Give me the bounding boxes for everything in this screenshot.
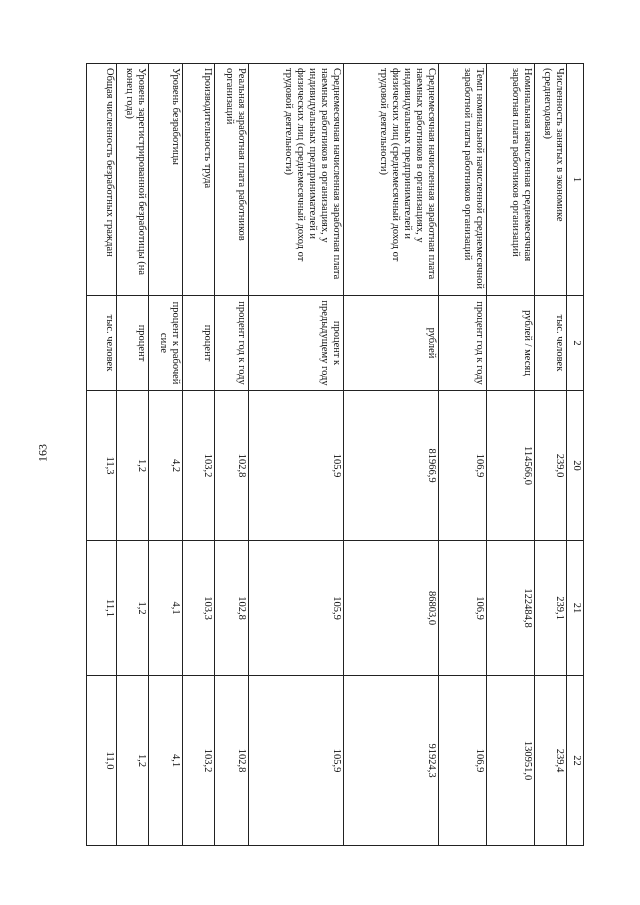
- value-cell: 105,9: [249, 541, 344, 676]
- unit-cell: процент: [117, 296, 149, 391]
- unit-cell: процент к рабочей силе: [149, 296, 183, 391]
- value-cell: 114566,0: [487, 391, 535, 541]
- indicator-cell: Производительность труда: [183, 64, 215, 296]
- indicator-cell: Уровень зарегистрированной безработицы (на конец года): [117, 64, 149, 296]
- value-cell: 130951,0: [487, 676, 535, 846]
- indicator-cell: Среднемесячная начисленная заработная плата наемных работников в организациях, у индивидуальных предпринимателей и физических лиц (среднемесячный доход от трудовой деятельности): [249, 64, 344, 296]
- value-cell: 103,2: [183, 676, 215, 846]
- table-row: [344, 64, 439, 846]
- value-cell: 102,8: [215, 676, 249, 846]
- value-cell: 106,9: [439, 541, 487, 676]
- indicator-cell: Темп номинальной начисленной среднемесячной заработной платы работников организаций: [439, 64, 487, 296]
- unit-cell: процент к предыдущему году: [249, 296, 344, 391]
- header-cell: 2: [567, 296, 584, 391]
- table-row: [117, 64, 149, 846]
- value-cell: 105,9: [249, 676, 344, 846]
- unit-cell: рублей: [344, 296, 439, 391]
- page-number: 163: [35, 444, 50, 462]
- header-cell: 1: [567, 64, 584, 296]
- value-cell: 239,4: [535, 676, 567, 846]
- value-cell: 105,9: [249, 391, 344, 541]
- indicator-cell: Уровень безработицы: [149, 64, 183, 296]
- header-cell: 20: [567, 391, 584, 541]
- data-table: [86, 63, 584, 846]
- table-row: [87, 64, 117, 846]
- value-cell: 1,2: [117, 541, 149, 676]
- indicator-cell: Общая численность безработных граждан: [87, 64, 117, 296]
- table-row: [215, 64, 249, 846]
- value-cell: 11,1: [87, 541, 117, 676]
- value-cell: 103,2: [183, 391, 215, 541]
- unit-cell: рублей / месяц: [487, 296, 535, 391]
- value-cell: 86803,0: [344, 541, 439, 676]
- value-cell: 122484,8: [487, 541, 535, 676]
- table-row: [249, 64, 344, 846]
- value-cell: 102,8: [215, 391, 249, 541]
- value-cell: 4,1: [149, 541, 183, 676]
- value-cell: 4,1: [149, 676, 183, 846]
- indicator-cell: Среднемесячная начисленная заработная плата наемных работников в организациях, у индивидуальных предпринимателей и физических лиц (среднемесячный доход от трудовой деятельности): [344, 64, 439, 296]
- value-cell: 11,3: [87, 391, 117, 541]
- unit-cell: тыс. человек: [535, 296, 567, 391]
- indicator-cell: Номинальная начисленная среднемесячная заработная плата работников организаций: [487, 64, 535, 296]
- value-cell: 239,0: [535, 391, 567, 541]
- table-row: [183, 64, 215, 846]
- header-cell: 22: [567, 676, 584, 846]
- value-cell: 11,0: [87, 676, 117, 846]
- value-cell: 4,2: [149, 391, 183, 541]
- rotated-table-container: [106, 63, 584, 845]
- unit-cell: процент год к году: [215, 296, 249, 391]
- value-cell: 1,2: [117, 391, 149, 541]
- indicator-cell: Численность занятых в экономике (среднегодовая): [535, 64, 567, 296]
- value-cell: 81966,9: [344, 391, 439, 541]
- table-row: [535, 64, 567, 846]
- value-cell: 106,9: [439, 391, 487, 541]
- unit-cell: процент: [183, 296, 215, 391]
- indicator-cell: Реальная заработная плата работников организаций: [215, 64, 249, 296]
- value-cell: 106,9: [439, 676, 487, 846]
- table-row: [149, 64, 183, 846]
- table-row: [487, 64, 535, 846]
- value-cell: 239,1: [535, 541, 567, 676]
- value-cell: 91924,3: [344, 676, 439, 846]
- value-cell: 103,3: [183, 541, 215, 676]
- header-cell: 21: [567, 541, 584, 676]
- value-cell: 1,2: [117, 676, 149, 846]
- unit-cell: процент год к году: [439, 296, 487, 391]
- header-row: [567, 64, 584, 846]
- value-cell: 102,8: [215, 541, 249, 676]
- table-row: [439, 64, 487, 846]
- unit-cell: тыс. человек: [87, 296, 117, 391]
